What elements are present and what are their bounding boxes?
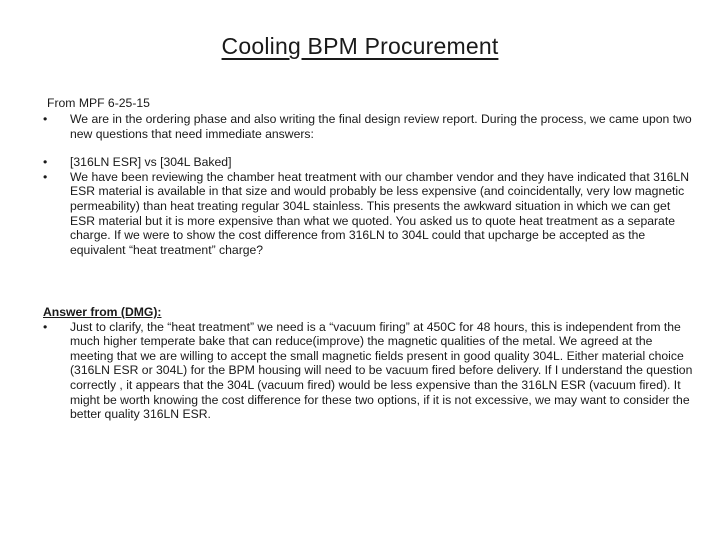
questions-block [43,112,693,257]
bullet-icon: • [43,319,48,334]
question-text-2: [316LN ESR] vs [304L Baked] [70,155,232,170]
list-item [43,170,693,258]
list-item [43,320,693,422]
question-text-1: We are in the ordering phase and also writing the final design review report. During the process, we came upon two new questions that need immediate answers: [70,112,692,141]
answer-heading: Answer from (DMG): [43,305,162,319]
bullet-icon: • [43,155,48,170]
list-item [43,155,693,170]
answer-block [43,305,693,422]
bullet-icon: • [43,112,48,126]
answer-text: Just to clarify, the “heat treatment” we need is a “vacuum firing” at 450C for 48 hours, this is independent from the much higher temperate bake that can reduce(improve) the magnetic qualities of the metal. We agreed at the meeting that we are willing to accept the small magnetic fields present in good quality 304L. Either material choice (316LN ESR or 304L) for the BPM housing will need to be vacuum fired before delivery. If I understand the question correctly , it appears that the 304L (vacuum fired) would be less expensive than the 316LN ESR (vacuum fired). It might be worth knowing the cost difference for these two options, if it is not excessive, we may want to consider the better quality 316LN ESR. [70,319,693,422]
list-item [43,112,693,141]
bullet-icon: • [43,169,48,184]
question-text-3: We have been reviewing the chamber heat treatment with our chamber vendor and they have indicated that 316LN ESR material is available in that size and would probably be less expensive (and coincidentally, very low magnetic permeability) than heat treating regular 304L stainless. This presents the awkward situation in which we can get ESR material but it is more expensive than what we quoted. You asked us to quote heat treatment as a separate charge. If we were to show the cost difference from 316LN to 304L could that upcharge be accepted as the equivalent “heat treatment” charge? [70,169,690,257]
slide-title: Cooling BPM Procurement [221,33,499,59]
intro-line: From MPF 6-25-15 [47,96,150,110]
